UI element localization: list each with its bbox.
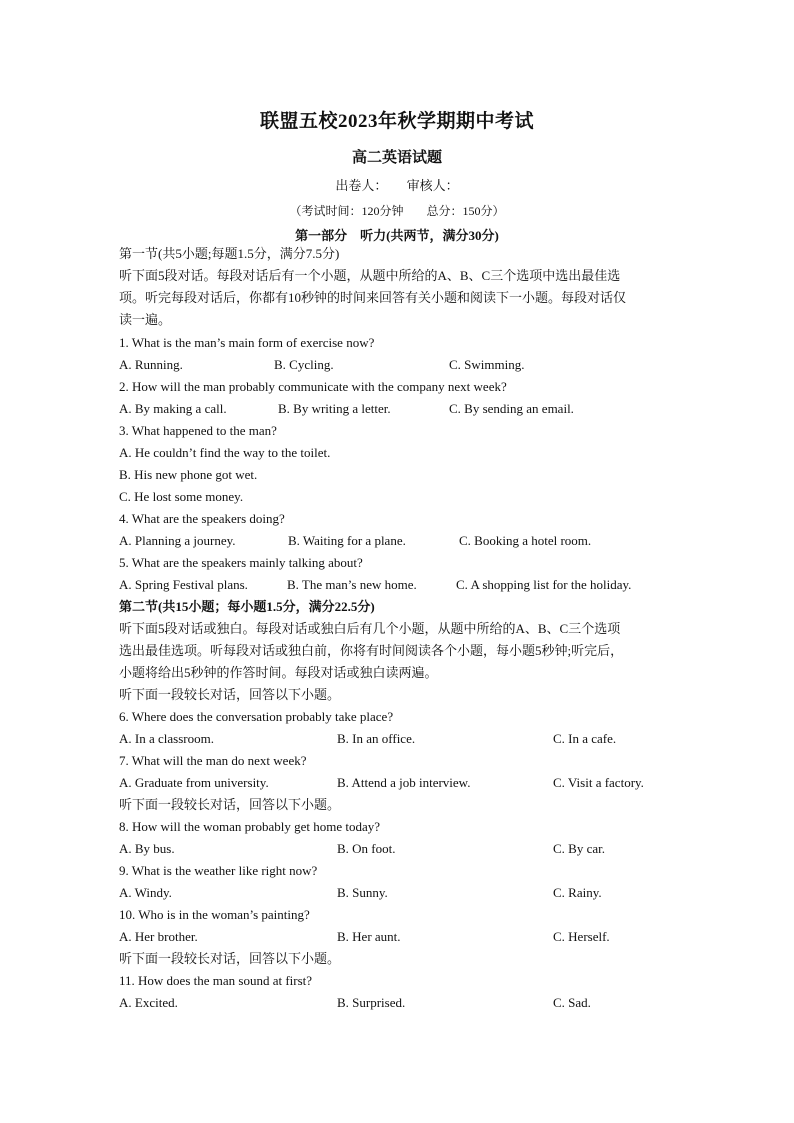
option-a: A. Spring Festival plans. bbox=[119, 577, 248, 592]
option-c: C. In a cafe. bbox=[553, 731, 617, 746]
option-a: A. By making a call. bbox=[119, 401, 227, 416]
page-title: 联盟五校2023年秋学期期中考试 bbox=[259, 111, 534, 132]
option-a: A. Running. bbox=[119, 357, 183, 372]
option-c: C. By car. bbox=[553, 841, 605, 856]
option-b: B. On foot. bbox=[337, 841, 396, 856]
section1-heading: 第一节(共5小题;每题1.5分，满分7.5分) bbox=[119, 246, 340, 261]
section2-instruction: 选出最佳选项。听每段对话或独白前，你将有时间阅读各个小题，每小题5秒钟;听完后， bbox=[119, 643, 624, 658]
total-score: 总分：150分） bbox=[426, 204, 505, 218]
long-dialogue-note: 听下面一段较长对话，回答以下小题。 bbox=[119, 951, 341, 966]
option-a: A. Graduate from university. bbox=[119, 775, 269, 790]
question-7: 7. What will the man do next week? bbox=[119, 753, 307, 768]
long-dialogue-note: 听下面一段较长对话，回答以下小题。 bbox=[119, 687, 341, 702]
exam-info bbox=[0, 202, 794, 219]
option-a: A. Her brother. bbox=[119, 929, 198, 944]
option-b: B. In an office. bbox=[337, 731, 416, 746]
question-11: 11. How does the man sound at first? bbox=[119, 973, 313, 988]
option-a: A. In a classroom. bbox=[119, 731, 214, 746]
question-6: 6. Where does the conversation probably take place? bbox=[119, 709, 394, 724]
option-c: C. Herself. bbox=[553, 929, 610, 944]
question-4: 4. What are the speakers doing? bbox=[119, 511, 285, 526]
option-b: B. Surprised. bbox=[337, 995, 406, 1010]
section1-instruction: 读一遍。 bbox=[119, 312, 172, 327]
question-8: 8. How will the woman probably get home today? bbox=[119, 819, 381, 834]
question-9: 9. What is the weather like right now? bbox=[119, 863, 318, 878]
option-a: A. By bus. bbox=[119, 841, 175, 856]
reviewer-label: 审核人： bbox=[406, 178, 459, 193]
section2-instruction: 听下面5段对话或独白。每段对话或独白后有几个小题，从题中所给的A、B、C三个选项 bbox=[119, 621, 621, 636]
option-c: C. A shopping list for the holiday. bbox=[456, 577, 632, 592]
option-a: A. Excited. bbox=[119, 995, 178, 1010]
section2-instruction: 小题将给出5秒钟的作答时间。每段对话或独白读两遍。 bbox=[119, 665, 438, 680]
option-b: B. His new phone got wet. bbox=[119, 467, 258, 482]
page-subtitle: 高二英语试题 bbox=[351, 150, 442, 166]
option-a: A. Windy. bbox=[119, 885, 172, 900]
option-a: A. He couldn’t find the way to the toilet. bbox=[119, 445, 331, 460]
section1-instruction: 听下面5段对话。每段对话后有一个小题，从题中所给的A、B、C三个选项中选出最佳选 bbox=[119, 268, 621, 283]
option-c: C. Rainy. bbox=[553, 885, 602, 900]
section1-instruction: 项。听完每段对话后，你都有10秒钟的时间来回答有关小题和阅读下一小题。每段对话仅 bbox=[119, 290, 627, 305]
option-b: B. Cycling. bbox=[274, 357, 334, 372]
authors-line bbox=[0, 175, 794, 194]
setter-label: 出卷人： bbox=[335, 178, 388, 193]
option-c: C. Visit a factory. bbox=[553, 775, 644, 790]
option-b: B. Attend a job interview. bbox=[337, 775, 471, 790]
section2-heading: 第二节(共15小题；每小题1.5分，满分22.5分) bbox=[119, 599, 375, 614]
question-2: 2. How will the man probably communicate with the company next week? bbox=[119, 379, 507, 394]
option-c: C. Sad. bbox=[553, 995, 591, 1010]
question-3: 3. What happened to the man? bbox=[119, 423, 277, 438]
question-5: 5. What are the speakers mainly talking about? bbox=[119, 555, 363, 570]
question-1: 1. What is the man’s main form of exercise now? bbox=[119, 335, 375, 350]
option-b: B. The man’s new home. bbox=[287, 577, 417, 592]
option-a: A. Planning a journey. bbox=[119, 533, 236, 548]
option-c: C. By sending an email. bbox=[449, 401, 574, 416]
option-c: C. He lost some money. bbox=[119, 489, 244, 504]
exam-time: （考试时间：120分钟 bbox=[289, 204, 404, 218]
long-dialogue-note: 听下面一段较长对话，回答以下小题。 bbox=[119, 797, 341, 812]
part1-heading: 第一部分 听力(共两节，满分30分) bbox=[295, 228, 499, 243]
option-c: C. Swimming. bbox=[449, 357, 525, 372]
option-b: B. Sunny. bbox=[337, 885, 388, 900]
question-10: 10. Who is in the woman’s painting? bbox=[119, 907, 310, 922]
option-b: B. By writing a letter. bbox=[278, 401, 391, 416]
option-b: B. Waiting for a plane. bbox=[288, 533, 406, 548]
option-b: B. Her aunt. bbox=[337, 929, 401, 944]
option-c: C. Booking a hotel room. bbox=[459, 533, 592, 548]
